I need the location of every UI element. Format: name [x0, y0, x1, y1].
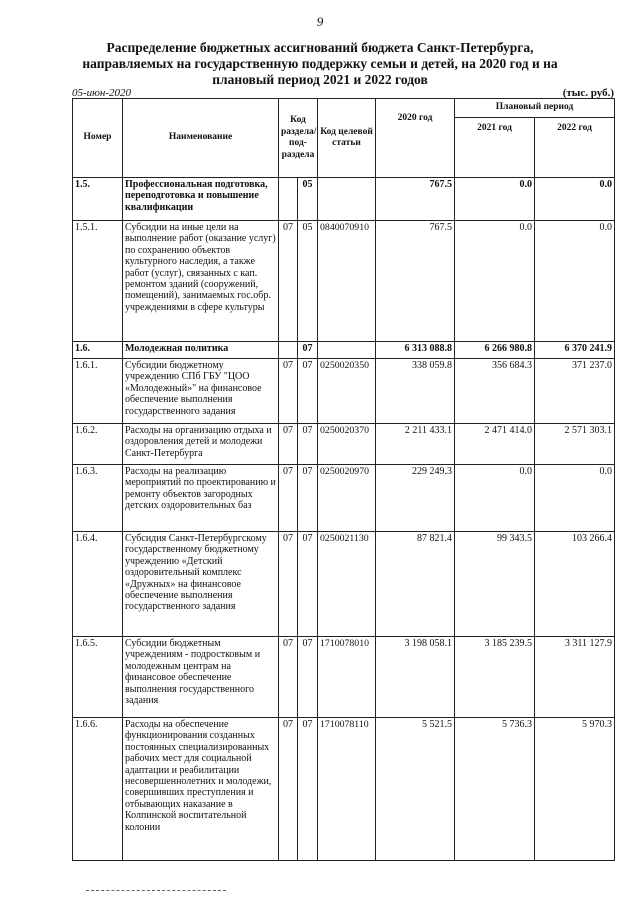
- row-value-2021: 356 684.3: [455, 359, 535, 424]
- header-name: Наименование: [123, 99, 279, 178]
- document-date: 05-июн-2020: [72, 87, 132, 99]
- row-value-2021: 0.0: [455, 178, 535, 221]
- table-row: [73, 342, 615, 359]
- row-target-code: 1710078010: [318, 637, 376, 718]
- row-subsection-code: 07: [298, 637, 318, 718]
- budget-table: [72, 98, 615, 861]
- row-section-code: 07: [279, 465, 298, 532]
- row-value-2022: 6 370 241.9: [535, 342, 615, 359]
- row-name: Профессиональная подготовка, переподготовка и повышение квалификации: [123, 178, 279, 221]
- row-number: 1.6.1.: [73, 359, 123, 424]
- table-row: [73, 718, 615, 861]
- table-body: [73, 178, 615, 861]
- row-number: 1.6.5.: [73, 637, 123, 718]
- table-row: [73, 532, 615, 637]
- row-value-2020: 6 313 088.8: [376, 342, 455, 359]
- row-number: 1.6.: [73, 342, 123, 359]
- row-value-2022: 5 970.3: [535, 718, 615, 861]
- table-row: [73, 221, 615, 342]
- row-section-code: [279, 342, 298, 359]
- row-value-2022: 3 311 127.9: [535, 637, 615, 718]
- table-row: [73, 424, 615, 465]
- row-section-code: 07: [279, 424, 298, 465]
- row-value-2022: 371 237.0: [535, 359, 615, 424]
- row-target-code: 1710078110: [318, 718, 376, 861]
- row-target-code: [318, 178, 376, 221]
- row-target-code: 0250021130: [318, 532, 376, 637]
- row-value-2020: 767.5: [376, 221, 455, 342]
- row-target-code: 0250020370: [318, 424, 376, 465]
- row-value-2021: 0.0: [455, 221, 535, 342]
- row-subsection-code: 07: [298, 424, 318, 465]
- document-title: Распределение бюджетных ассигнований бюджета Санкт-Петербурга, направляемых на государственную поддержку семьи и детей, на 2020 год и на плановый период 2021 и 2022 годов: [82, 40, 558, 87]
- row-subsection-code: 07: [298, 359, 318, 424]
- row-subsection-code: 07: [298, 718, 318, 861]
- row-name: Расходы на реализацию мероприятий по проектированию и ремонту объектов загородных детских оздоровительных баз: [123, 465, 279, 532]
- row-subsection-code: 07: [298, 342, 318, 359]
- row-subsection-code: 05: [298, 221, 318, 342]
- row-value-2022: 0.0: [535, 178, 615, 221]
- row-value-2021: 0.0: [455, 465, 535, 532]
- row-value-2021: 2 471 414.0: [455, 424, 535, 465]
- row-name: Субсидия Санкт-Петербургскому государственному бюджетному учреждению «Детский оздоровительный комплекс «Дружных» на финансовое обеспечение выполнения государственного задания: [123, 532, 279, 637]
- row-name: Молодежная политика: [123, 342, 279, 359]
- row-value-2021: 99 343.5: [455, 532, 535, 637]
- row-target-code: 0250020970: [318, 465, 376, 532]
- header-2020: 2020 год: [376, 99, 455, 178]
- row-value-2020: 2 211 433.1: [376, 424, 455, 465]
- row-section-code: 07: [279, 637, 298, 718]
- row-value-2020: 767.5: [376, 178, 455, 221]
- row-name: Субсидии бюджетным учреждениям - подростковым и молодежным центрам на финансовое обеспечение выполнения государственного задания: [123, 637, 279, 718]
- row-value-2021: 6 266 980.8: [455, 342, 535, 359]
- row-name: Расходы на обеспечение функционирования созданных постоянных специализированных рабочих мест для социальной адаптации и реабилитации несовершеннолетних и молодежи, совершивших преступления и отбывающих наказание в Колпинской воспитательной колонии: [123, 718, 279, 861]
- row-name: Субсидии на иные цели на выполнение работ (оказание услуг) по сохранению объектов культурного наследия, а также работ (услуг), связанных с кап. ремонтом зданий (сооружений, помещений), занимаемых гос.обр. учреждениями в сфере культуры: [123, 221, 279, 342]
- row-section-code: 07: [279, 221, 298, 342]
- row-section-code: [279, 178, 298, 221]
- row-number: 1.5.1.: [73, 221, 123, 342]
- header-2021: 2021 год: [455, 118, 535, 178]
- row-section-code: 07: [279, 532, 298, 637]
- row-number: 1.6.2.: [73, 424, 123, 465]
- header-section-code: Код раздела/ под-раздела: [279, 99, 318, 178]
- row-name: Расходы на организацию отдыха и оздоровления детей и молодежи Санкт-Петербурга: [123, 424, 279, 465]
- row-target-code: [318, 342, 376, 359]
- row-subsection-code: 07: [298, 532, 318, 637]
- units-label: (тыс. руб.): [562, 87, 614, 99]
- row-number: 1.5.: [73, 178, 123, 221]
- row-section-code: 07: [279, 718, 298, 861]
- row-value-2022: 2 571 303.1: [535, 424, 615, 465]
- table-row: [73, 465, 615, 532]
- row-value-2020: 5 521.5: [376, 718, 455, 861]
- header-plan-period: Плановый период: [455, 99, 615, 118]
- row-target-code: 0840070910: [318, 221, 376, 342]
- row-subsection-code: 05: [298, 178, 318, 221]
- header-2022: 2022 год: [535, 118, 615, 178]
- row-section-code: 07: [279, 359, 298, 424]
- header-target-code: Код целевой статьи: [318, 99, 376, 178]
- row-value-2020: 87 821.4: [376, 532, 455, 637]
- row-value-2022: 103 266.4: [535, 532, 615, 637]
- footer-divider: [86, 890, 226, 892]
- row-value-2021: 3 185 239.5: [455, 637, 535, 718]
- row-name: Субсидии бюджетному учреждению СПб ГБУ "ЦОО «Молодежный»" на финансовое обеспечение выполнения государственного задания: [123, 359, 279, 424]
- row-value-2020: 3 198 058.1: [376, 637, 455, 718]
- row-number: 1.6.6.: [73, 718, 123, 861]
- row-subsection-code: 07: [298, 465, 318, 532]
- header-number: Номер: [73, 99, 123, 178]
- row-value-2021: 5 736.3: [455, 718, 535, 861]
- table-row: [73, 178, 615, 221]
- row-number: 1.6.3.: [73, 465, 123, 532]
- row-value-2020: 229 249.3: [376, 465, 455, 532]
- row-value-2020: 338 059.8: [376, 359, 455, 424]
- row-number: 1.6.4.: [73, 532, 123, 637]
- row-target-code: 0250020350: [318, 359, 376, 424]
- row-value-2022: 0.0: [535, 465, 615, 532]
- page-number: 9: [316, 14, 324, 29]
- table-row: [73, 359, 615, 424]
- row-value-2022: 0.0: [535, 221, 615, 342]
- table-row: [73, 637, 615, 718]
